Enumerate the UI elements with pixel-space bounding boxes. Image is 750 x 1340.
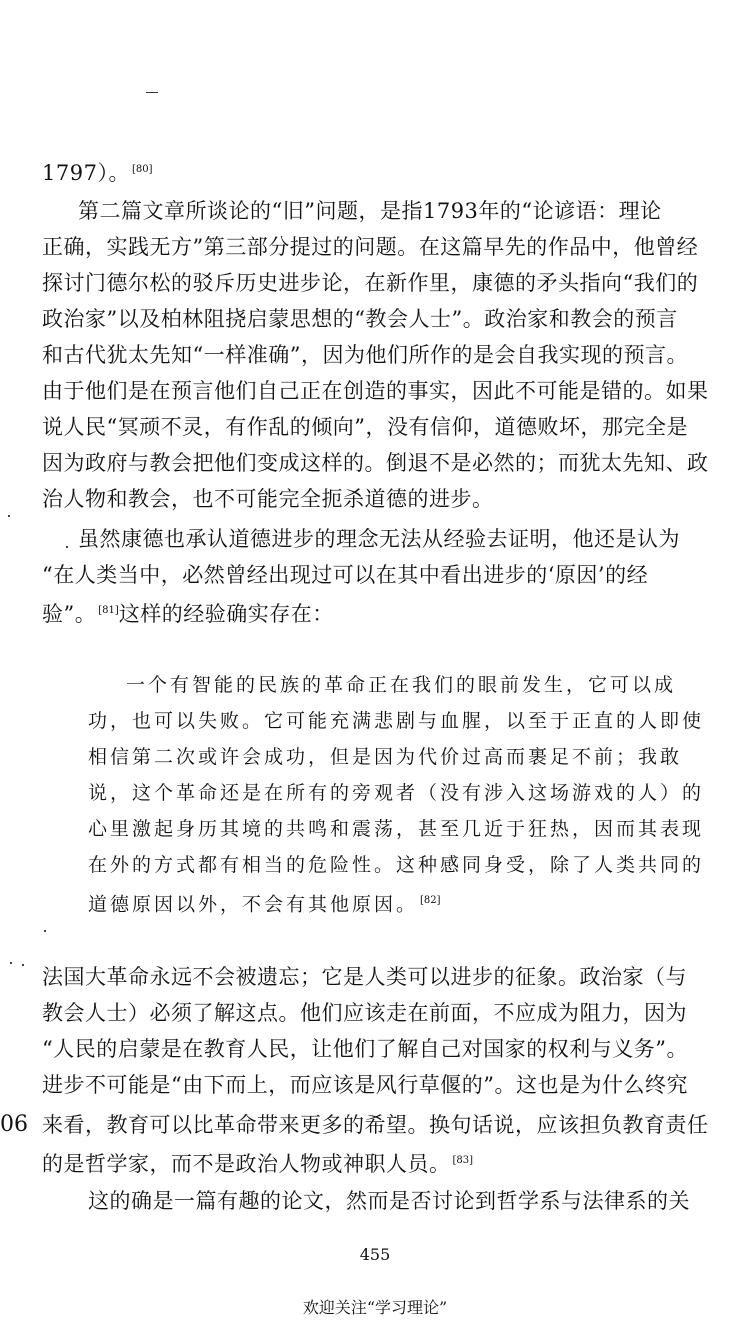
scan-mark: [146, 92, 158, 93]
footnote-ref: [83]: [452, 1155, 474, 1166]
scan-speck: [22, 964, 24, 966]
paragraph-1-line-6: 由于他们是在预言他们自己正在创造的事实，因此不可能是错的。如果: [42, 379, 709, 403]
paragraph-1-line-4: 政治家”以及柏林阻挠启蒙思想的“教会人士”。政治家和教会的预言: [42, 307, 678, 331]
paragraph-1-line-9: 治人物和教会，也不可能完全扼杀道德的进步。: [42, 487, 494, 511]
paragraph-1-line-2: 正确，实践无方”第三部分提过的问题。在这篇早先的作品中，他曾经: [42, 235, 699, 259]
paragraph-4-line-1: 这的确是一篇有趣的论文，然而是否讨论到哲学系与法律系的关: [88, 1189, 690, 1213]
page-number: 455: [359, 1245, 391, 1264]
quote-line-7: [88, 886, 668, 919]
scan-speck: [44, 930, 46, 932]
paragraph-1-line-8: 因为政府与教会把他们变成这样的。倒退不是必然的；而犹太先知、政: [42, 451, 709, 475]
paragraph-2-line-2: “在人类当中，必然曾经出现过可以在其中看出进步的‘原因’的经: [42, 563, 649, 587]
text-fragment: 验”。: [42, 602, 97, 626]
paragraph-1-line-5: 和古代犹太先知“一样准确”，因为他们所作的是会自我实现的预言。: [42, 343, 688, 367]
footnote-ref: [80]: [131, 164, 153, 175]
text-fragment: 这样的经验确实存在：: [118, 602, 334, 626]
paragraph-1-line-3: 探讨门德尔松的驳斥历史进步论，在新作里，康德的矛头指向“我们的: [42, 271, 699, 295]
footer-text: 欢迎关注“学习理论”: [302, 1298, 448, 1317]
scan-speck: [66, 546, 68, 548]
paragraph-1-line-1: 第二篇文章所谈论的“旧”问题，是指1793年的“论谚语：理论: [78, 199, 662, 223]
margin-number: 06: [0, 1112, 28, 1137]
paragraph-2-line-1: 虽然康德也承认道德进步的理念无法从经验去证明，他还是认为: [78, 527, 680, 551]
paragraph-3-line-1: 法国大革命永远不会被遗忘；它是人类可以进步的征象。政治家（与: [42, 965, 687, 989]
paragraph-1-line-7: 说人民“冥顽不灵，有作乱的倾向”，没有信仰，道德败坏，那完全是: [42, 415, 688, 439]
paragraph-3-line-5: 来看，教育可以比革命带来更多的希望。换句话说，应该担负教育责任: [42, 1113, 709, 1137]
footnote-ref: [81]: [98, 605, 119, 616]
paragraph-2-line-3: [42, 596, 664, 629]
quote-line-6: 在外的方式都有相当的危险性。这种感同身受，除了人类共同的: [88, 854, 705, 876]
paragraph-3-line-4: 进步不可能是“由下而上，而应该是风行草偃的”。这也是为什么终究: [42, 1073, 688, 1097]
scan-speck: [10, 962, 12, 964]
footnote-ref: [82]: [420, 895, 441, 906]
text-line: [42, 155, 664, 188]
text-fragment: 1797）。: [42, 161, 130, 185]
quote-line-1: 一个有智能的民族的革命正在我们的眼前发生，它可以成: [126, 674, 677, 696]
text-fragment: 的是哲学家，而不是政治人物或神职人员。: [42, 1152, 451, 1176]
paragraph-3-line-6: [42, 1146, 664, 1179]
scan-speck: [8, 515, 10, 517]
paragraph-3-line-3: “人民的启蒙是在教育人民，让他们了解自己对国家的权利与义务”。: [42, 1037, 688, 1061]
quote-line-5: 心里激起身历其境的共鸣和震荡，甚至几近于狂热，因而其表现: [88, 818, 705, 840]
text-fragment: 道德原因以外，不会有其他原因。: [88, 893, 419, 916]
quote-line-3: 相信第二次或许会成功，但是因为代价过高而裹足不前；我敢: [88, 746, 683, 768]
paragraph-3-line-2: 教会人士）必须了解这点。他们应该走在前面，不应成为阻力，因为: [42, 1001, 687, 1025]
quote-line-4: 说，这个革命还是在所有的旁观者（没有涉入这场游戏的人）的: [88, 782, 705, 804]
quote-line-2: 功，也可以失败。它可能充满悲剧与血腥，以至于正直的人即使: [88, 710, 705, 732]
